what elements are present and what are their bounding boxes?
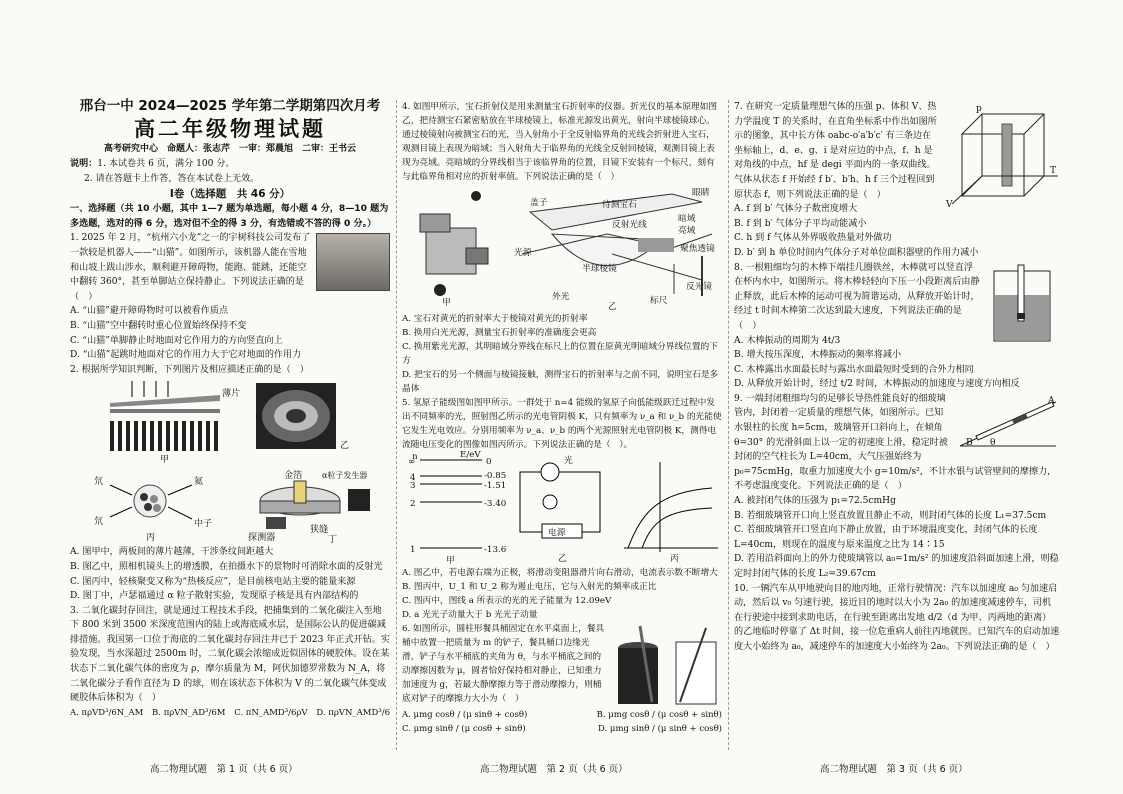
question-6 — [402, 622, 722, 736]
label-jia: 甲 — [160, 455, 170, 466]
note-2: 2. 请在答题卡上作答，答在本试卷上无效。 — [84, 173, 260, 184]
label-juijiao: 聚焦透镜 — [680, 244, 715, 254]
q3-options — [70, 706, 390, 721]
q2-option-c: C. 图丙中，轻核聚变又称为“热核反应”，是目前核电站主要的能量来源 — [70, 576, 356, 587]
label-gaizi: 盖子 — [530, 198, 548, 208]
divider-1 — [396, 100, 397, 750]
q3-option-c: C. πN_AMD³/6ρV — [234, 707, 308, 718]
label-fanguang: 反光镜 — [686, 282, 713, 292]
label-guangyuan: 光源 — [514, 248, 532, 258]
q2-option-b: B. 图乙中，照相机镜头上的增透膜，在拍摄水下的景物时可消除水面的反射光 — [70, 561, 383, 572]
question-9 — [734, 392, 1060, 582]
school-title: 邢台一中 2024—2025 学年第二学期第四次月考 — [79, 98, 381, 114]
level-4: 4 — [410, 473, 416, 483]
label-xiafeng: 狭缝 — [310, 525, 329, 536]
q7-option-a: A. f 到 b′ 气体分子数密度增大 — [734, 204, 858, 215]
q6-options — [402, 708, 722, 722]
q6-options-2 — [402, 722, 722, 736]
question-3 — [70, 604, 390, 721]
q7-option-d: D. b′ 到 h 单位时间内气体分子对单位面积器壁的作用力减小 — [734, 247, 979, 258]
question-8 — [734, 261, 1060, 392]
question-2 — [70, 363, 390, 604]
footer-page-2: 高二物理试题 第 2 页（共 6 页） — [480, 764, 628, 775]
axis-p: p — [976, 104, 982, 114]
q6-option-a: A. μmg cosθ / (μ sinθ + cosθ) — [402, 710, 528, 720]
q3-option-d: D. πρVN_AMD³/6 — [316, 707, 390, 718]
q6-figure-svg — [610, 622, 722, 708]
label-eye: 眼睛 — [692, 188, 710, 198]
main-title: 高二年级物理试题 — [134, 117, 326, 141]
q5-label-bing: 丙 — [670, 554, 679, 564]
q5-label-jia: 甲 — [446, 556, 455, 566]
axis-e: E/eV — [460, 450, 481, 460]
q6-option-c: C. μmg sinθ / (μ cosθ + sinθ) — [402, 724, 526, 734]
note-1: 1. 本试卷共 6 页，满分 100 分。 — [97, 159, 235, 169]
q3-option-b: B. πρVN_AD³/6M — [152, 707, 226, 718]
q7-stem: 7. 在研究一定质量理想气体的压强 p、体积 V、热力学温度 T 的关系时，在直角坐标系中作出如图所示的图象，其中长方体 oabc-o′a′b′c′ 有三条边在坐标轴上，d、e、g、i 是对应边的中点，f、h 是对角线的中点，hf 是 degi 平面内的一条双曲线。气体从状态 f 开始经 f b′、b′h、h f 三个过程回到原状态 f，则下列说法正确的是（ ） — [734, 102, 937, 200]
q10-stem: 10. 一辆汽车从甲地驶向目的地丙地，正常行驶情况：汽车以加速度 a₀ 匀加速启动，然后以 v₀ 匀速行驶，接近目的地时以大小为 2a₀ 的加速度减速停车，司机在行驶途中接到求助电话，在行驶至距离出发地 d/2（d 为甲、丙两地的距离）的乙地临时停靠了 Δt 时间，接一位危重病人前往丙地就医。已知汽车的启动加速度大小始终为 a₀，减速停车的加速度大小始终为 2a₀。下列说法正确的是（ ） — [734, 583, 1060, 652]
q4-option-b: B. 换用白光光源，测量宝石折射率的准确度会更高 — [402, 328, 597, 338]
q9-point-a: A — [1048, 395, 1055, 406]
footer-page-1: 高二物理试题 第 1 页（共 6 页） — [150, 764, 298, 775]
q1-option-d: D. “山猫”起跳时地面对它的作用力大于它对地面的作用力 — [70, 350, 302, 361]
q9-option-b: B. 若细玻璃管开口向上竖直放置且静止不动，则封闭气体的长度 L₁=37.5cm — [734, 510, 1047, 521]
q2-stem: 2. 根据所学知识判断，下列图片及相应描述正确的是（ ） — [70, 364, 309, 375]
question-7 — [734, 100, 1060, 261]
q7-figure — [944, 100, 1060, 212]
q9-option-d: D. 若用沿斜面向上的外力使玻璃管以 a₀=1m/s² 的加速度沿斜面加速上滑，则稳定时封闭气体的长度 L₂=39.67cm — [734, 554, 1059, 579]
robot-photo — [316, 233, 390, 291]
q8-figure — [984, 261, 1060, 345]
q7-option-c: C. h 到 f 气体从外界吸收热量对外做功 — [734, 233, 892, 244]
column-3 — [734, 100, 1060, 655]
question-4 — [402, 100, 722, 396]
level-3: 3 — [410, 481, 416, 491]
q7-figure-svg — [944, 100, 1060, 212]
label-alpha: α粒子发生器 — [322, 471, 368, 481]
q8-option-a: A. 木棒振动的周期为 4t/3 — [734, 335, 841, 346]
label-bopian: 薄片 — [222, 389, 241, 400]
q5-option-c: C. 图丙中，图线 a 所表示的光的光子能量为 12.09eV — [402, 596, 612, 606]
question-10 — [734, 582, 1060, 655]
label-anyu: 暗域 — [678, 214, 696, 224]
q6-option-b: B. μmg cosθ / (μ cosθ + sinθ) — [596, 710, 722, 720]
label-he: 氦 — [194, 477, 204, 488]
level-inf: ∞ — [408, 457, 416, 467]
q9-theta: θ — [990, 437, 996, 448]
axis-v: V — [946, 200, 953, 210]
q4-label-yi: 乙 — [608, 302, 617, 312]
figure-ding — [260, 481, 370, 529]
label-bing: 丙 — [146, 533, 156, 544]
label-waiguang: 外光 — [552, 292, 570, 302]
q8-stem: 8. 一根粗细均匀的木棒下端挂几圈铁丝，木棒就可以竖直浮在杯内水中，如图所示。将木棒轻轻向下压一小段距离后由静止释放，此后木棒的运动可视为简谐运动，从释放开始计时，经过 t 时间木棒第二次达到最大速度，下列说法正确的是（ ） — [734, 262, 980, 331]
q8-option-c: C. 木棒露出水面最长时与露出水面最短时受到的合外力相同 — [734, 364, 974, 375]
energy-3: -1.51 — [484, 481, 507, 491]
q9-stem: 9. 一端封闭粗细均匀的足够长导热性能良好的细玻璃管内，封闭着一定质量的理想气体，如图所示。已知水银柱的长度 h=5cm，玻璃管开口斜向上，在倾角 θ=30° 的光滑斜面上以一定的初速度上滑，稳定时被封闭的空气柱长为 L=40cm，大气压强始终为 p₀=75cmHg，取重力加速度大小 g=10m/s²，不计水银与试管壁间的摩擦力，不考虑温度变化。下列说法正确的是（ ） — [734, 393, 1057, 492]
q8-option-d: D. 从释放开始计时，经过 t/2 时间，木棒振动的加速度与速度方向相反 — [734, 379, 1020, 390]
level-2: 2 — [410, 499, 416, 509]
q1-option-a: A. “山猫”避开障碍物时可以被看作质点 — [70, 306, 229, 317]
label-liangyu: 亮域 — [678, 226, 696, 236]
staff-line: 高考研究中心 命题人：张志芹 一审：郑晨旭 二审：王书云 — [103, 144, 356, 154]
q1-option-b: B. “山猫”空中翻转时重心位置始终保持不变 — [70, 320, 247, 331]
q6-figure — [610, 622, 722, 708]
q3-stem: 3. 二氧化碳封存回注，就是通过工程技术手段，把捕集到的二氧化碳注入至地下 800 米到 3500 米深度范围内的陆上或海底咸水层，是国际公认的促进碳减排措施。我国第一口位于海底的二氧化碳封存回注井已于 2023 年正式开钻。实验发现，当水深超过 2500m 时，二氧化碳会浓缩成近似固体的硬胶体。设在某状态下二氧化碳气体的密度为 ρ，摩尔质量为 M，阿伏加德罗常数为 N_A，将二氧化碳分子看作直径为 D 的球，则在该状态下体积为 V 的二氧化碳气体变成硬胶体后体积为（ ） — [70, 605, 390, 704]
figure-bing — [110, 485, 192, 519]
q8-figure-svg — [984, 261, 1060, 345]
question-5 — [402, 396, 722, 622]
question-1 — [70, 231, 390, 362]
part-intro: 一、选择题（共 10 小题，其中 1—7 题为单选题，每小题 4 分，8—10 题为多选题，选对的得 6 分，选对但不全的得 3 分，有选错或不答的得 0 分。） — [70, 204, 389, 229]
level-1: 1 — [410, 545, 416, 555]
label-q2: 氘 — [94, 517, 104, 528]
energy-1: -13.6 — [484, 545, 507, 555]
energy-4: -0.85 — [484, 471, 507, 481]
q5-stem: 5. 氢原子能级图如图甲所示。一群处于 n=4 能级的氢原子向低能级跃迁过程中发出不同频率的光，照射图乙所示的光电管阴极 K，只有频率为 ν_a 和 ν_b 的光能使它发生光电效应。分别用频率为 ν_a、ν_b 的两个光源照射光电管阴极 K，测得电流随电压变化的图像如图丙所示。下列说法正确的是（ ）。 — [402, 398, 722, 450]
q4-stem: 4. 如图甲所示，宝石折射仪是用来测量宝石折射率的仪器。折光仪的基本原理如图乙，把待测宝石紧密贴放在半球棱镜上，标准光源发出黄光，射向半球棱镜球心。通过棱镜射向被测宝石的光，当入射角小于全反射临界角的光线会折射进入宝石，观测目镜上表现为暗域；当入射角大于临界角的光线全反射回棱镜，观测目镜上表现为亮域。亮暗域的分界线相当于该临界角的位置，目镜下安装有一个标尺，刻有与此临界角相对应的折射率值。下列说法正确的是（ ） — [402, 102, 718, 182]
q6-stem: 6. 如图所示，圆柱形餐具桶固定在水平桌面上，餐具桶中放置一把质量为 m 的铲子，餐具桶口边缘光滑，铲子与水平桶底的夹角为 θ，与水平桶底之间的动摩擦因数为 μ，圆者恰好保持相对静止，已知重力加速度为 g，若最大静摩擦力等于滑动摩擦力，则桶底对铲子的摩擦力大小为（ ） — [402, 624, 605, 704]
label-fanshe: 反射光线 — [612, 220, 647, 230]
q9-option-a: A. 被封闭气体的压强为 p₁=72.5cmHg — [734, 496, 896, 507]
note-label: 说明： — [70, 159, 98, 169]
q4-option-d: D. 把宝石的另一个侧面与棱镜接触，测得宝石的折射率与之前不同，说明宝石是多晶体 — [402, 370, 719, 394]
refractometer-photo — [420, 191, 488, 296]
q4-label-jia: 甲 — [442, 298, 451, 308]
label-biaochi: 标尺 — [650, 296, 668, 306]
q1-option-c: C. “山猫”单脚静止时地面对它作用力的方向竖直向上 — [70, 335, 283, 346]
q7-option-b: B. f 到 b′ 气体分子平均动能减小 — [734, 218, 867, 229]
iv-graph — [624, 462, 718, 552]
column-1 — [70, 96, 390, 720]
q3-option-a: A. πρVD³/6N_AM — [70, 707, 144, 718]
q2-option-d: D. 图丁中，卢瑟福通过 α 粒子散射实验，发现原子核是具有内部结构的 — [70, 591, 359, 602]
label-yi: 乙 — [340, 441, 350, 452]
label-q1: 氘 — [94, 477, 104, 488]
q4-option-c: C. 换用紫光光源，其明暗域分界线在标尺上的位置在原黄光明暗域分界线位置的下方 — [402, 342, 718, 366]
figure-jia — [110, 381, 220, 451]
label-banqiu: 半球棱镜 — [582, 264, 617, 274]
q9-figure — [956, 392, 1060, 452]
q5-figures — [402, 452, 722, 566]
q2-figures — [70, 377, 390, 545]
label-zhongzi: 中子 — [194, 519, 213, 530]
section-heading: Ⅰ卷（选择题 共 46 分） — [169, 188, 291, 201]
q4-option-a: A. 宝石对黄光的折射率大于棱镜对黄光的折射率 — [402, 314, 588, 324]
axis-n: n — [412, 452, 418, 462]
divider-2 — [728, 100, 729, 750]
label-baoshi: 待测宝石 — [602, 200, 637, 210]
figure-yi — [256, 383, 336, 449]
q5-option-d: D. a 光光子动量大于 b 光光子动量 — [402, 610, 538, 620]
q2-figure-svg — [70, 377, 390, 545]
q6-option-d: D. μmg sinθ / (μ sinθ + cosθ) — [598, 724, 722, 734]
q4-figures — [402, 184, 722, 312]
label-dianyuan: 电源 — [548, 528, 566, 538]
q5-label-light: 光 — [564, 456, 573, 466]
q5-option-b: B. 图丙中，U_1 和 U_2 称为遏止电压，它与入射光的频率成正比 — [402, 582, 657, 592]
q8-option-b: B. 增大按压深度，木棒振动的频率将减小 — [734, 350, 902, 361]
energy-inf: 0 — [486, 457, 492, 467]
energy-2: -3.40 — [484, 499, 507, 509]
column-2 — [402, 100, 722, 736]
q5-label-yi: 乙 — [558, 554, 567, 564]
q5-option-a: A. 图乙中，若电源右端为正极，将滑动变阻器滑片向右滑动，电流表示数不断增大 — [402, 568, 718, 578]
q9-option-c: C. 若细玻璃管开口竖直向下静止放置，由于环境温度变化，封闭气体的长度 L=40cm，则现在的温度与原来温度之比为 14∶15 — [734, 525, 1038, 550]
energy-level-diagram — [420, 460, 482, 548]
label-ding: 丁 — [328, 535, 338, 546]
q1-stem: 1. 2025 年 2 月，“杭州六小龙”之一的宇树科技公司发布了一款较是机器人——“山猫”。如图所示，该机器人能在雪地和山坡上跋山涉水，顺利避开障碍物，能跑、能跳，还能空中翻转 360°，甚至单脚站立保持静止。下列说法正确的是（ ） — [70, 233, 311, 302]
footer-page-3: 高二物理试题 第 3 页（共 6 页） — [820, 764, 968, 775]
q2-option-a: A. 图甲中，两板间的薄片越薄，干涉条纹间距越大 — [70, 547, 274, 558]
label-jinbo: 金箔 — [284, 471, 303, 482]
q9-point-b: B — [966, 437, 973, 448]
label-tance: 探测器 — [248, 533, 276, 544]
axis-t: T — [1050, 166, 1057, 176]
q5-figure-svg — [402, 452, 722, 566]
